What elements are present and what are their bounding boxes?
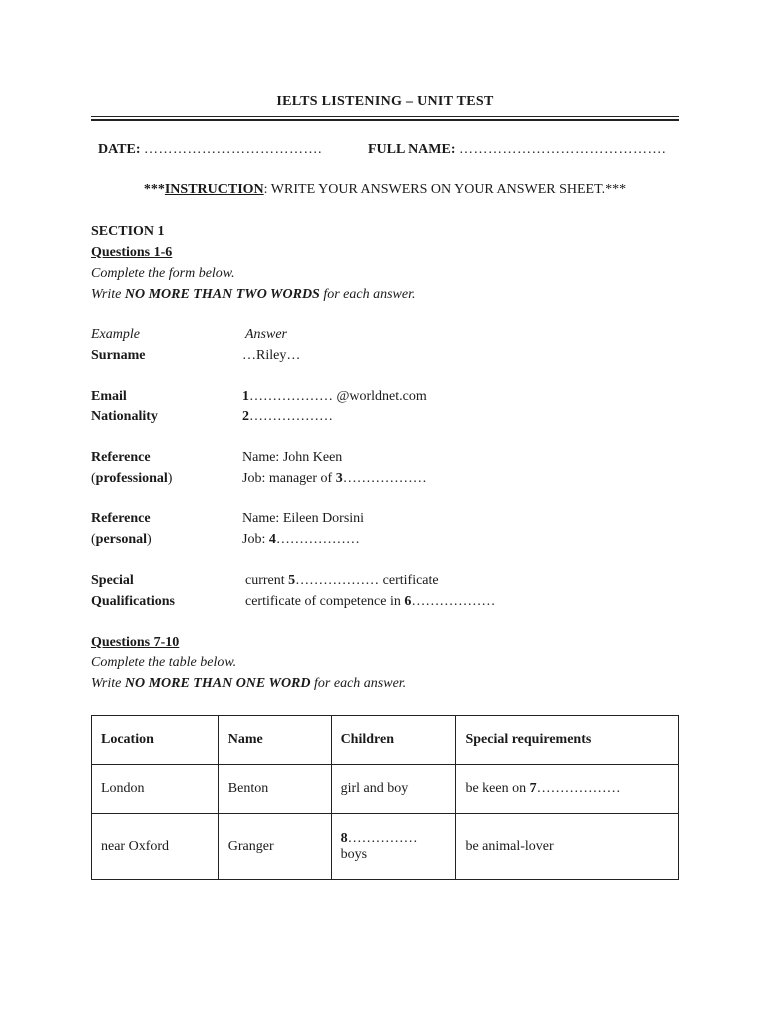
q7-blank: ……………… (536, 781, 621, 796)
job-pre: Job: manager of (242, 471, 336, 486)
header-name: Name (218, 716, 331, 765)
word-limit-post: for each answer. (319, 287, 416, 302)
q8-number: 8 (340, 830, 348, 846)
requirements-table (91, 715, 679, 880)
questions-1-6-word-limit (91, 287, 416, 303)
q4-blank: ……………… (275, 532, 360, 547)
answer-label: Answer (245, 327, 287, 342)
email-answer (242, 389, 427, 405)
table-row (92, 765, 679, 814)
cell-children (331, 814, 456, 880)
q6-number: 6 (404, 594, 412, 609)
word-limit-bold: NO MORE THAN TWO WORDS (124, 287, 320, 302)
q1-blank: ……………… (249, 389, 337, 404)
q4-number: 4 (268, 532, 276, 547)
table-header-row (92, 716, 679, 765)
questions-7-10-word-limit (91, 676, 406, 692)
questions-7-10-instruction: Complete the table below. (91, 655, 237, 670)
q2-blank: ……………… (249, 409, 333, 424)
example-label: Example (91, 327, 140, 342)
competence-answer (245, 594, 495, 610)
instruction-prefix: *** (143, 182, 165, 197)
instruction-colon: : (263, 182, 268, 197)
q2-number: 2 (242, 409, 249, 424)
header-children: Children (331, 716, 456, 765)
q7-number: 7 (529, 781, 537, 796)
cell-location: near Oxford (92, 814, 219, 880)
req-pre: be keen on (465, 781, 530, 796)
q6-blank: ……………… (411, 594, 496, 609)
cell-name: Granger (218, 814, 331, 880)
instruction-text: WRITE YOUR ANSWERS ON YOUR ANSWER SHEET.*** (267, 182, 627, 197)
reference-personal-job (242, 532, 360, 548)
special-post: certificate (382, 573, 439, 588)
special-pre: current (245, 573, 289, 588)
cell-location: London (92, 765, 219, 814)
reference-personal-label: Reference (91, 511, 151, 526)
children-post: boys (340, 846, 368, 862)
date-blank: ………………………………. (144, 142, 323, 157)
reference-professional-sub: (professional) (91, 471, 173, 486)
reference-personal-sub: (personal) (91, 532, 152, 547)
questions-1-6-heading: Questions 1-6 (91, 245, 173, 260)
title-rule-thick (91, 119, 679, 121)
section-heading: SECTION 1 (91, 224, 165, 239)
cell-requirements: be animal-lover (456, 814, 679, 880)
word-limit-pre: Write (91, 676, 125, 691)
reference-professional-name: Name: John Keen (242, 450, 343, 465)
cell-requirements (456, 765, 679, 814)
header-special-requirements: Special requirements (456, 716, 679, 765)
professional-word: professional (95, 471, 168, 486)
cell-children: girl and boy (331, 765, 456, 814)
questions-7-10-heading: Questions 7-10 (91, 635, 180, 650)
questions-1-6-instruction: Complete the form below. (91, 266, 235, 281)
word-limit-pre: Write (91, 287, 125, 302)
word-limit-bold: NO MORE THAN ONE WORD (124, 676, 311, 691)
job-pre: Job: (242, 532, 269, 547)
surname-value: …Riley… (242, 348, 301, 363)
word-limit-post: for each answer. (310, 676, 407, 691)
instruction-label: INSTRUCTION (164, 182, 264, 197)
qual-pre: certificate of competence in (245, 594, 405, 609)
fullname-blank: ……………………………………. (459, 142, 666, 157)
surname-label: Surname (91, 348, 146, 363)
header-location: Location (92, 716, 219, 765)
q3-number: 3 (335, 471, 343, 486)
title-rule-thin (91, 116, 679, 117)
qualifications-label: Qualifications (91, 594, 176, 609)
q1-number: 1 (242, 389, 249, 404)
date-row (98, 142, 322, 158)
email-label: Email (91, 389, 127, 404)
special-certificate-answer (245, 573, 439, 589)
q8-blank: …………… (347, 830, 418, 846)
reference-personal-name: Name: Eileen Dorsini (242, 511, 365, 526)
cell-name: Benton (218, 765, 331, 814)
q5-number: 5 (288, 573, 296, 588)
fullname-label: FULL NAME: (368, 142, 456, 157)
reference-professional-label: Reference (91, 450, 151, 465)
fullname-row (368, 142, 666, 158)
page-title: IELTS LISTENING – UNIT TEST (276, 94, 494, 109)
personal-word: personal (95, 532, 148, 547)
date-label: DATE: (98, 142, 141, 157)
nationality-answer (242, 409, 333, 425)
email-suffix: @worldnet.com (336, 389, 427, 404)
q3-blank: ……………… (342, 471, 427, 486)
q5-blank: ……………… (295, 573, 383, 588)
special-label: Special (91, 573, 134, 588)
instruction-line (91, 182, 679, 198)
nationality-label: Nationality (91, 409, 158, 424)
table-row (92, 814, 679, 880)
reference-professional-job (242, 471, 427, 487)
